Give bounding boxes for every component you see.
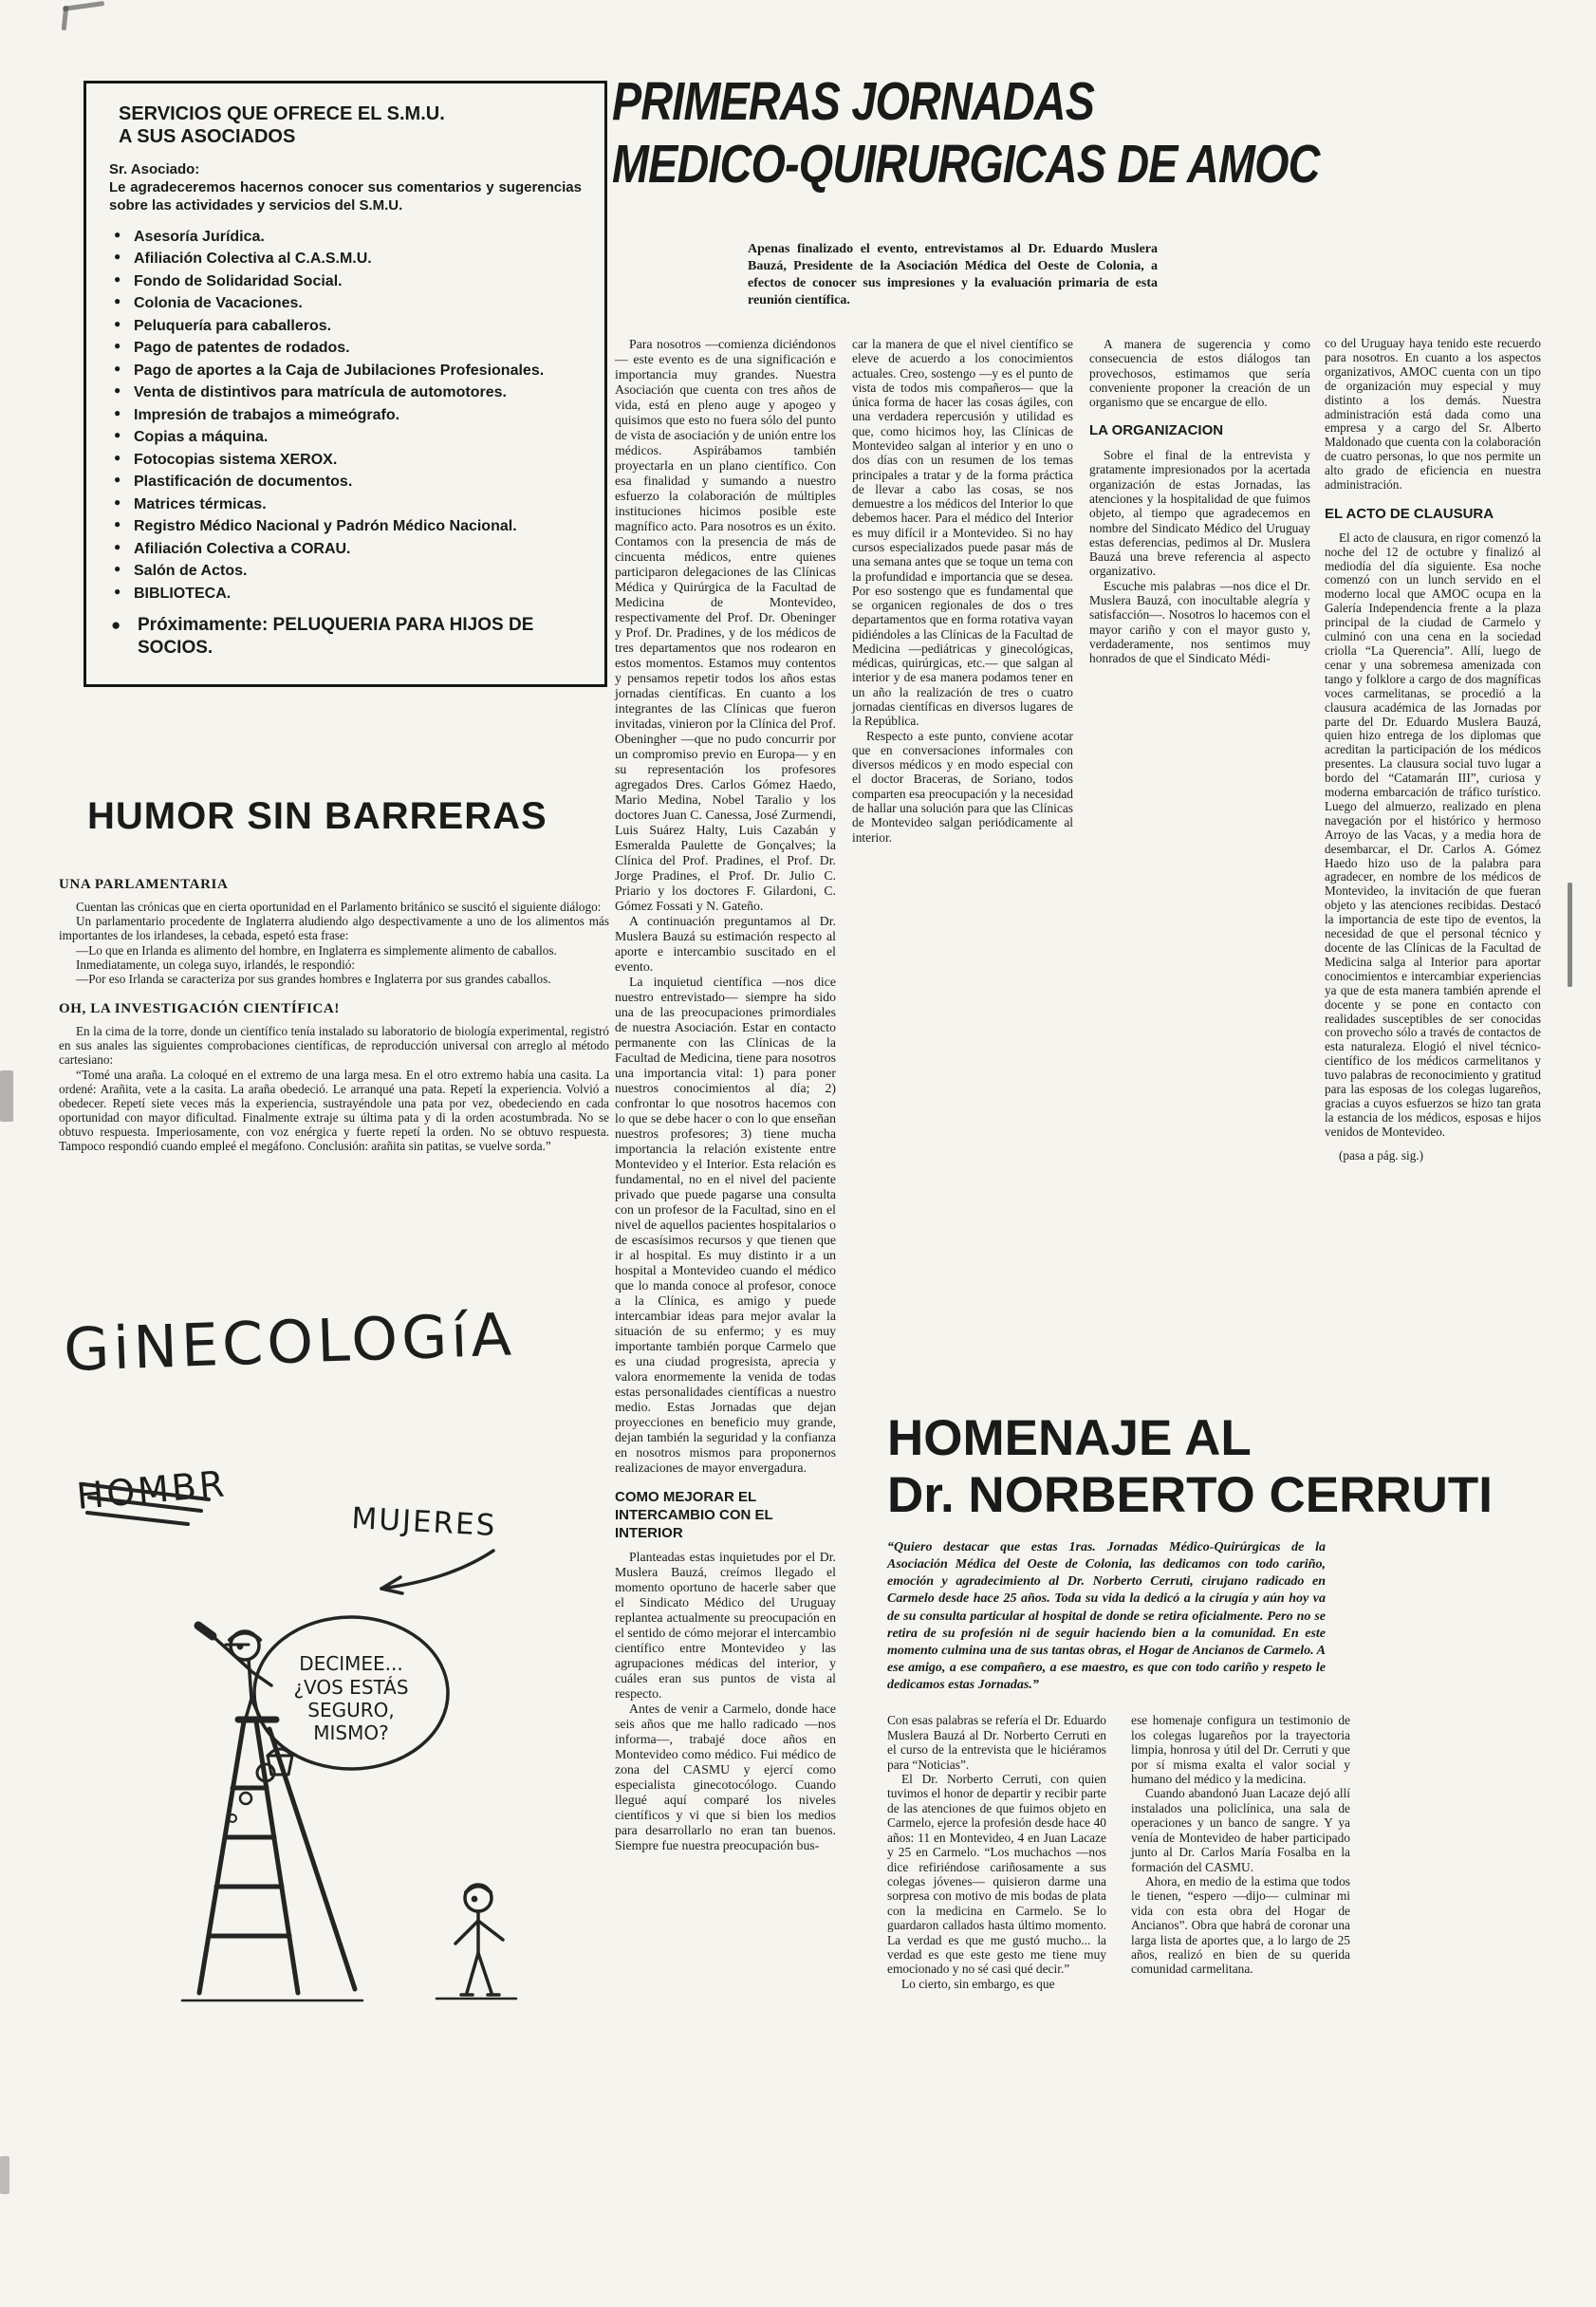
service-label: Afiliación Colectiva al C.A.S.M.U. bbox=[134, 251, 372, 268]
bullet-icon: ● bbox=[114, 450, 121, 464]
article-paragraph: Planteadas estas inquietudes por el Dr. Muslera Bauzá, creímos llegado el momento oportuno de hacerle saber que el Sindicato Médico del Uruguay replantea actualmente su preocupación en el sentido de cómo mejorar el intercambio científico entre Montevideo y las agrupaciones médicas del interior, y cuáles eran sus puntos de vista al respecto. bbox=[615, 1550, 836, 1702]
list-item bbox=[109, 517, 582, 536]
list-item bbox=[109, 473, 582, 492]
list-item bbox=[109, 272, 582, 291]
service-label: Matrices térmicas. bbox=[134, 495, 267, 512]
bullet-icon: ● bbox=[114, 473, 121, 487]
article-paragraph: Con esas palabras se refería el Dr. Eduardo Muslera Bauzá al Dr. Norberto Cerruti en el curso de la entrevista que le hiciéramos para “Noticias”. bbox=[887, 1713, 1106, 1772]
list-item bbox=[109, 317, 582, 336]
speech-line: MISMO? bbox=[313, 1721, 389, 1744]
services-salutation: Sr. Asociado: bbox=[109, 161, 200, 177]
humor-paragraph: —Por eso Irlanda se caracteriza por sus grandes hombres e Inglaterra por sus grandes caballos. bbox=[76, 971, 551, 986]
continuation-note: (pasa a pág. sig.) bbox=[1339, 1147, 1423, 1163]
bullet-icon: ● bbox=[114, 227, 121, 241]
list-item bbox=[109, 339, 582, 358]
amoc-subhead-clausura: EL ACTO DE CLAUSURA bbox=[1325, 505, 1494, 522]
ground-lines bbox=[182, 1999, 516, 2000]
article-paragraph: Para nosotros —comienza diciéndonos— este evento es de una significación e importancia muy grandes. Nuestra Asociación que cuenta con tres años de vida, está en pleno auge y apogeo y quisimos que esto no fuera sólo del punto de vista de asociación y de unión entre los médicos. Aspirábamos también proyectarla en un plano científico. Con esa finalidad y sumando a nuestro esfuerzo la colaboración de múltiples instituciones hicimos posible este magnífico acto. Para nosotros es un éxito. Contamos con la presencia de más de cincuenta médicos, entre quienes participaron delegaciones de las Clínicas Médica y Quirúrgica de la Facultad de Medicina de Montevideo, respectivamente del Prof. Dr. Obeninger y Prof. Dr. Pradines, y de los médicos de tres departamentos que nos rodearon en estos momentos. Estamos muy contentos y pensamos repetir todos los años estas jornadas científicas. En cuanto a los integrantes de las Clínicas que fueron invitadas, vinieron por la Clínica del Prof. Obeningher —que no pudo concurrir por un compromiso previo en Europa— y en su representación los profesores agregados Dres. Carlos Gómez Haedo, Mario Medina, Nobel Taralio y los doctores Juan C. Canessa, José Zurmendi, Luis Suárez Halty, Luis Cazabán y Esmeralda Paulette de Gonçalves; la Clínica del Prof. Pradines, el Prof. Dr. Jorge Pradines, el Prof. Dr. Julio C. Priario y los doctores F. Gilardoni, C. Gómez Fossati y N. Gateño. bbox=[615, 337, 836, 913]
humor-section-title: HUMOR SIN BARRERAS bbox=[87, 795, 547, 837]
amoc-headline bbox=[612, 70, 1343, 195]
speech-bubble-tail bbox=[240, 1793, 251, 1804]
humor-item-heading: UNA PARLAMENTARIA bbox=[59, 877, 229, 892]
amoc-column-4 bbox=[1325, 337, 1541, 1163]
bullet-icon: ● bbox=[114, 250, 121, 264]
bullet-icon: ● bbox=[114, 316, 121, 330]
humor-item-heading: OH, LA INVESTIGACIÓN CIENTÍFICA! bbox=[59, 1001, 340, 1017]
services-intro: Le agradeceremos hacernos conocer sus comentarios y sugerencias sobre las actividades y servicios del S.M.U. bbox=[109, 179, 582, 214]
amoc-headline-line1: PRIMERAS JORNADAS bbox=[612, 71, 1095, 132]
list-item bbox=[109, 294, 582, 313]
bullet-icon: ● bbox=[114, 539, 121, 553]
service-label: Registro Médico Nacional y Padrón Médico Nacional. bbox=[134, 518, 517, 535]
amoc-column-3 bbox=[1089, 337, 1310, 665]
list-item bbox=[109, 540, 582, 559]
service-label: Impresión de trabajos a mimeógrafo. bbox=[134, 406, 400, 423]
service-label: Afiliación Colectiva a CORAU. bbox=[134, 540, 351, 557]
service-label: Venta de distintivos para matrícula de automotores. bbox=[134, 384, 507, 401]
article-paragraph: Lo cierto, sin embargo, es que bbox=[901, 1976, 1055, 1991]
speech-line: DECIMEE... bbox=[299, 1652, 403, 1675]
bullet-icon: ● bbox=[114, 428, 121, 442]
list-item bbox=[109, 585, 582, 604]
article-paragraph: A continuación preguntamos al Dr. Muslera Bauzá su estimación respecto al aporte e intercambio suscitado en el evento. bbox=[615, 914, 836, 974]
humor-paragraph: Inmediatamente, un colega suyo, irlandés, le respondió: bbox=[76, 957, 356, 972]
bullet-icon: ● bbox=[114, 339, 121, 353]
services-list bbox=[109, 228, 582, 660]
cartoon-word-mujeres: MUJERES bbox=[350, 1501, 498, 1543]
article-paragraph: co del Uruguay haya tenido este recuerdo para nosotros. En cuanto a los aspectos organizativos, AMOC cuenta con un tipo de organización muy especial y muy distinto a los demás. Nuestra administración está dada como una empresa y a cargo del Sr. Alberto Maldonado que cuenta con la colaboración de cuatro personas, lo que nos permite un alto grado de eficiencia en nuestra administración. bbox=[1325, 336, 1541, 493]
list-item bbox=[109, 428, 582, 447]
bullet-icon: ● bbox=[114, 494, 121, 509]
cartoon-drawing bbox=[49, 1283, 607, 2014]
humor-section bbox=[59, 862, 609, 1154]
homenaje-columns bbox=[887, 1713, 1551, 1991]
painter-figure bbox=[198, 1626, 271, 1721]
article-paragraph: Sobre el final de la entrevista y gratamente impresionados por la acertada organización de estas Jornadas, las atenciones y la hospitalidad de que fuimos objeto, al tiempo que agradecemos en nombre del Sindicato Médico del Uruguay estas deferencias, pedimos al Dr. Muslera Bauzá una breve referencia al aspecto organizativo. bbox=[1089, 448, 1310, 579]
humor-paragraph: En la cima de la torre, donde un científico tenía instalado su laboratorio de biología experimental, registró en sus anales las siguientes comprobaciones científicas, de reproducción universal con arreglo al método cartesiano: bbox=[59, 1024, 609, 1068]
list-item bbox=[109, 406, 582, 425]
amoc-subhead-organizacion: LA ORGANIZACION bbox=[1089, 422, 1224, 439]
scan-artifact bbox=[1568, 883, 1572, 987]
speech-line: ¿VOS ESTÁS bbox=[293, 1676, 409, 1699]
service-label: Peluquería para caballeros. bbox=[134, 317, 332, 334]
gynecology-cartoon bbox=[49, 1283, 607, 2019]
bullet-icon: ● bbox=[114, 294, 121, 308]
humor-paragraph: Cuentan las crónicas que en cierta oportunidad en el Parlamento británico se suscitó el siguiente diálogo: bbox=[76, 900, 602, 914]
speech-line: SEGURO, bbox=[307, 1699, 395, 1721]
amoc-column-1 bbox=[615, 337, 836, 1853]
list-item bbox=[109, 562, 582, 581]
article-paragraph: El acto de clausura, en rigor comenzó la noche del 12 de octubre y finalizó al mediodía del día siguiente. Esa noche comenzó con un lunch servido en el moderno local que AMOC ocupa en la Galería Independencia frente a la plaza principal de la ciudad de Carmelo y culminó con una cena en la sociedad criolla “La Querencia”. Allí, luego de cenar y una sobremesa amenizada con tango y folklore a cargo de dos magníficas voces carmelitanas, se procedió a la clausura académica de las Jornadas por parte del Dr. Eduardo Muslera Bauzá, quien hizo entrega de los diplomas que acreditan la participación de los médicos presentes. La clausura social tuvo lugar a bordo del “Catamarán III”, curiosa y moderna embarcación de tráfico turístico. Luego del almuerzo, realizado en plena navegación por el histórico y hermoso Arroyo de las Vacas, y a media hora de desembarcar, el Dr. Carlos A. Gómez Haedo hizo uso de la palabra para agradecer, en nombre de los médicos de Montevideo, la invitación de que fueran objeto y las atenciones recibidas. Destacó la importancia de este tipo de eventos, la necesidad de que el personal técnico y docente de las Clínicas de la Facultad de Medicina salga al Interior para aportar conocimientos e intercambiar experiencias ya que de esta manera también aprende el docente y se pone en contacto con realidades susceptibles de ser conocidas con provecho sólo a través de contactos de esta naturaleza. Elogió el nivel técnico-científico de los médicos carmelitanos y tuvo palabras de reconocimiento y gratitud para las esposas de los colegas lugareños, gracias a cuyos esfuerzos se hizo tan grata la estancia de los médicos, esposas e hijos venidos de Montevideo. bbox=[1325, 530, 1541, 1139]
list-item bbox=[109, 495, 582, 514]
homenaje-headline-line1: HOMENAJE AL bbox=[887, 1410, 1252, 1466]
amoc-column-2 bbox=[852, 337, 1073, 845]
homenaje-column-2 bbox=[1131, 1713, 1350, 1991]
amoc-subhead-intercambio: COMO MEJORAR EL INTERCAMBIO CON EL INTERIOR bbox=[615, 1489, 773, 1541]
cartoon-word-hombr: HOMBR bbox=[74, 1462, 229, 1517]
amoc-intro: Apenas finalizado el evento, entrevistamos al Dr. Eduardo Muslera Bauzá, Presidente de la Asociación Médica del Oeste de Colonia, a efectos de conocer sus impresiones y la evaluación primaria de esta reunión científica. bbox=[748, 242, 1158, 307]
bullet-icon: ● bbox=[114, 517, 121, 531]
service-label: Pago de patentes de rodados. bbox=[134, 340, 350, 357]
service-label: BIBLIOTECA. bbox=[134, 585, 232, 602]
service-label: Fondo de Solidaridad Social. bbox=[134, 272, 343, 289]
list-item bbox=[109, 383, 582, 402]
service-label: Próximamente: PELUQUERIA PARA HIJOS DE SOCIOS. bbox=[138, 615, 534, 659]
amoc-headline-line2: MEDICO-QUIRURGICAS DE AMOC bbox=[612, 134, 1320, 195]
list-item bbox=[109, 362, 582, 381]
stepladder bbox=[199, 1720, 355, 1993]
article-paragraph: El Dr. Norberto Cerruti, con quien tuvimos el honor de departir y recibir parte de las atenciones de que fuimos objeto en Carmelo, ejerce la profesión desde hace 40 años: 11 en Montevideo, 4 en Juan Lacaze y 25 en Carmelo. “Los muchachos —nos dice refiriéndose cariñosamente a sus colegas jóvenes— quisieron darme una sorpresa con motivo de mis bodas de plata con la medicina en Carmelo. Se lo guardaron callados hasta último momento. La verdad es que me gustó mucho... la verdad es que este gesto me tiene muy emocionado y no sé casi qué decir.” bbox=[887, 1772, 1106, 1977]
homenaje-column-1 bbox=[887, 1713, 1106, 1991]
article-paragraph: Antes de venir a Carmelo, donde hace seis años que me hallo radicado —nos informa—, trabajé doce años en Montevideo como médico. Fui médico de zona del CASMU y ejercí como especialista ginecotocólogo. Cuando llegué aquí comparé los niveles científicos y vi que si bien los medios para desarrollarlo no eran tan buenos. Siempre fue nuestra preocupación bus- bbox=[615, 1702, 836, 1853]
article-paragraph: A manera de sugerencia y como consecuencia de estos diálogos tan provechosos, estimamos que sería conveniente proponer la creación de un organismo que se encargue de ello. bbox=[1089, 337, 1310, 410]
article-paragraph: Respecto a este punto, conviene acotar que en conversaciones informales con diversos médicos y en modo especial con el doctor Braceras, de Soriano, todos comparten esa preocupación y la necesidad de hallar una solución para que las Clínicas de Montevideo salgan periódicamente al interior. bbox=[852, 728, 1073, 845]
bullet-icon: ● bbox=[114, 584, 121, 598]
helper-figure bbox=[455, 1885, 503, 1995]
services-title-line1: SERVICIOS QUE OFRECE EL S.M.U. bbox=[119, 103, 445, 124]
humor-paragraph: —Lo que en Irlanda es alimento del hombre, en Inglaterra es simplemente alimento de caballos. bbox=[76, 942, 557, 958]
humor-paragraph: Un parlamentario procedente de Inglaterra aludiendo algo despectivamente a uno de los alimentos más importantes de los irlandeses, la cebada, espetó esta frase: bbox=[59, 914, 609, 943]
bullet-icon: ● bbox=[114, 562, 121, 576]
article-paragraph: Ahora, en medio de la estima que todos le tienen, “espero —dijo— culminar mi vida con esta obra del Hogar de Ancianos”. Obra que habrá de coronar una larga lista de aportes que, a lo largo de 25 años, realizó en bien de su querida comunidad carmelitana. bbox=[1131, 1873, 1350, 1977]
article-paragraph: La inquietud científica —nos dice nuestro entrevistado— siempre ha sido una de las preocupaciones primordiales de nuestra Asociación. Estar en contacto permanente con las Clínicas de la Facultad de Medicina, tiene para nosotros una importancia vital: 1) para poner nuestros conocimientos al día; 2) confrontar lo que nosotros hacemos con lo que se debe hacer o con lo que enseñan nuestros profesores; 3) tiene mucha importancia la relación existente entre Montevideo y el Interior. Esta relación es fundamental, no en el nivel del paciente privado que puede pagarse una consulta con un profesor de la Facultad, sino en el nivel de aquellos pacientes hospitalarios o de escasísimos recursos y que tienen que ir al hospital. Es muy distinto ir a un hospital a Montevideo cuando el médico que lo manda conoce al profesor, conoce a la Clínica, es amigo y puede intercambiar ideas para mejor avalar la situación de su enfermo; y es muy importante también porque Carmelo que es una ciudad progresista, aprecia y valora enormemente la venida de todas estas personalidades científicas a nuestro medio. Estas Jornadas que dejan proyecciones en beneficio muy grande, dejan también la seguridad y la confianza en nosotros mismos para proponernos realizaciones de mayor envergadura. bbox=[615, 975, 836, 1475]
bullet-icon: ● bbox=[114, 361, 121, 375]
scan-artifact bbox=[63, 1, 104, 11]
list-item bbox=[109, 451, 582, 470]
services-box bbox=[84, 81, 607, 687]
bullet-icon: ● bbox=[111, 616, 121, 635]
cartoon-title-text: GiNECOLOGíA bbox=[62, 1299, 516, 1385]
scan-artifact bbox=[0, 2156, 9, 2194]
service-label: Fotocopias sistema XEROX. bbox=[134, 451, 338, 468]
services-title-line2: A SUS ASOCIADOS bbox=[119, 126, 296, 147]
article-paragraph: ese homenaje configura un testimonio de los colegas lugareños por la trayectoria limpia, honrosa y útil del Dr. Cerruti y que por sí misma exalta el valor social y humano del médico y la medicina. bbox=[1131, 1713, 1350, 1787]
bullet-icon: ● bbox=[114, 405, 121, 419]
service-label: Asesoría Jurídica. bbox=[134, 228, 265, 245]
arrow-icon bbox=[381, 1551, 493, 1589]
article-paragraph: car la manera de que el nivel científico se eleve de acuerdo a los conocimientos actuales. Creo, sostengo —y es el punto de vista de todos mis compañeros— que la única forma de hacer las cosas ágiles, con una verdadera repercusión y utilidad es que, como hicimos hoy, las Clínicas de Montevideo salgan al interior y en uno o dos días con un resumen de los temas principales a tratar y de la forma práctica de llevar a cabo las cosas, se nos demuestre a los médicos del Interior lo que debemos hacer. Para el médico del Interior es muy difícil ir a Montevideo. Si no hay cursos especializados puede pasar más de una semana antes que se toque un tema con la profundidad e importancia que se desea. Por eso sostengo que es fundamental que se organicen regionales de dos o tres departamentos que en forma rotativa vayan pidiéndoles a las Clínicas de la Facultad de Medicina —pediátricas y ginecológicas, médicas, quirúrgicas, etc.— que salgan al interior y de esa manera podamos tener en un año la realización de tres o cuatro jornadas científicas en diversos lugares de la República. bbox=[852, 337, 1073, 729]
scan-artifact bbox=[0, 1070, 13, 1122]
service-label: Salón de Actos. bbox=[134, 563, 248, 580]
services-highlight-item bbox=[109, 614, 582, 660]
service-label: Pago de aportes a la Caja de Jubilaciones Profesionales. bbox=[134, 362, 545, 379]
homenaje-headline-line2: Dr. NORBERTO CERRUTI bbox=[887, 1466, 1494, 1523]
service-label: Colonia de Vacaciones. bbox=[134, 295, 303, 312]
homenaje-intro-quote: “Quiero destacar que estas 1ras. Jornadas Médico-Quirúrgicas de la Asociación Médica del Oeste de Colonia, las dedicamos con todo cariño, emoción y agradecimiento al Dr. Norberto Cerruti, cirujano radicado en Carmelo desde hace 25 años. Toda su vida la dedicó a la cirugía y aún hoy va de su consulta particular al hospital de donde se retira oficialmente. Pero no se retira de su profesión ni de seguir haciendo bien a la comunidad. En este momento culmina una de sus tantas obras, el Hogar de Ancianos de Carmelo. A ese amigo, a ese compañero, a ese maestro, es que con todo cariño y respeto le dedicamos estas Jornadas.” bbox=[887, 1539, 1326, 1693]
article-paragraph: Cuando abandonó Juan Lacaze dejó allí instalados una policlínica, una sala de operaciones y un banco de sangre. Y ya venía de Montevideo de haber participado junto al Dr. Carlos María Fosalba en la formación del CASMU. bbox=[1131, 1786, 1350, 1874]
services-box-title bbox=[109, 102, 582, 148]
service-label: Copias a máquina. bbox=[134, 429, 269, 446]
bullet-icon: ● bbox=[114, 271, 121, 286]
homenaje-article bbox=[887, 1410, 1551, 1991]
list-item bbox=[109, 228, 582, 247]
bullet-icon: ● bbox=[114, 383, 121, 398]
service-label: Plastificación de documentos. bbox=[134, 474, 353, 491]
article-paragraph: Escuche mis palabras —nos dice el Dr. Muslera Bauzá, con inocultable alegría y satisfacción—. Nosotros lo hacemos con el mayor cariño y con el mayor gusto y, verdaderamente, nos sentimos muy honrados de que el Sindicato Médi- bbox=[1089, 578, 1310, 666]
homenaje-headline bbox=[887, 1410, 1551, 1524]
humor-paragraph: “Tomé una araña. La coloqué en el extremo de una larga mesa. En el otro extremo había una casita. La ordené: Arañita, vete a la casita. La araña obedeció. Le arranqué una pata. Repetí la experiencia. Volvió a obedecer. Repetí siete veces más la experiencia, sustrayéndole una pata por vez, obedeciendo en cada oportunidad con mayor dificultad. Finalmente extraje su última pata y di la orden acostumbrada. No se obtuvo respuesta. Imperiosamente, con voz enérgica y fuerte repetí la orden. No se obtuvo respuesta. Tampoco respondió cuando empleé el megáfono. Conclusión: arañita sin patitas, se vuelve sorda.” bbox=[59, 1067, 609, 1154]
list-item bbox=[109, 250, 582, 269]
